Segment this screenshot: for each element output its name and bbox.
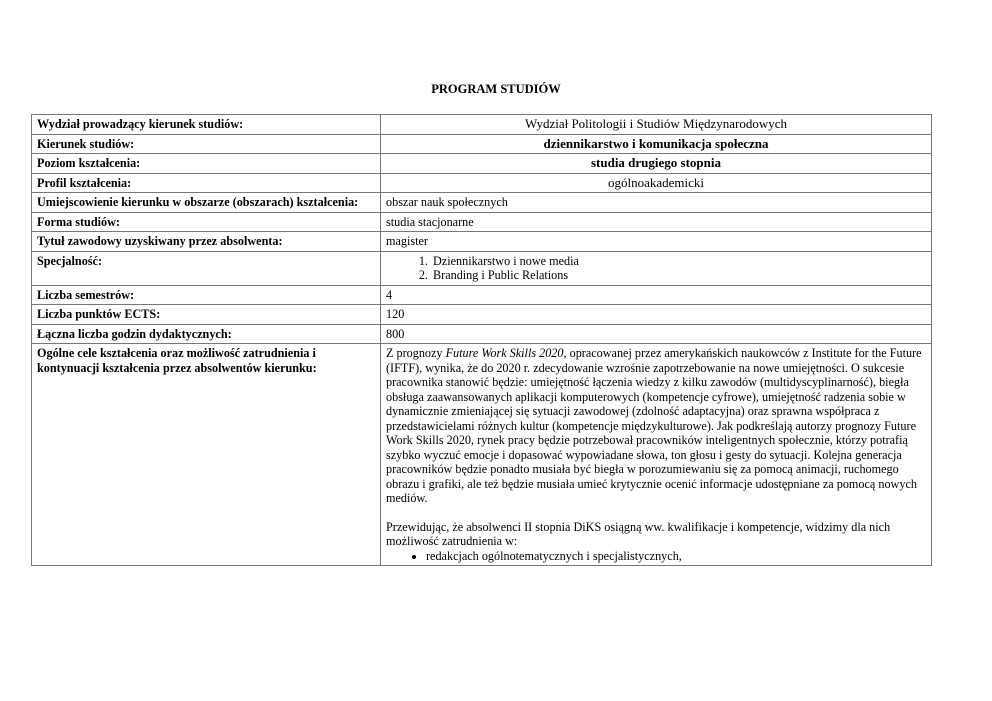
- row-label-forma: Forma studiów:: [32, 212, 381, 232]
- cele-paragraph-2: Przewidując, że absolwenci II stopnia DiKS osiągną ww. kwalifikacje i kompetencje, widzimy dla nich możliwość zatrudnienia w:: [386, 519, 891, 548]
- table-row: [32, 344, 932, 566]
- row-value-specjalnosc: [381, 251, 932, 285]
- row-label-tytul: Tytuł zawodowy uzyskiwany przez absolwenta:: [32, 232, 381, 252]
- row-value-wydzial: Wydział Politologii i Studiów Międzynarodowych: [381, 115, 932, 135]
- row-label-profil: Profil kształcenia:: [32, 173, 381, 193]
- row-label-godziny: Łączna liczba godzin dydaktycznych:: [32, 324, 381, 344]
- row-value-forma: studia stacjonarne: [381, 212, 932, 232]
- cele-paragraph-1: [386, 346, 926, 506]
- table-row: [32, 232, 932, 252]
- table-row: [32, 285, 932, 305]
- list-item: 1. Dziennikarstwo i nowe media: [431, 254, 926, 269]
- list-item: 2. Branding i Public Relations: [431, 268, 926, 283]
- row-label-wydzial: Wydział prowadzący kierunek studiów:: [32, 115, 381, 135]
- table-row: [32, 305, 932, 325]
- row-value-tytul: magister: [381, 232, 932, 252]
- row-value-semestry: 4: [381, 285, 932, 305]
- table-row: [32, 154, 932, 174]
- table-row: [32, 324, 932, 344]
- row-value-cele: [381, 344, 932, 566]
- row-value-kierunek: dziennikarstwo i komunikacja społeczna: [381, 134, 932, 154]
- cele-p1-after: , opracowanej przez amerykańskich naukowców z Institute for the Future (IFTF), wynika, że do 2020 r. zdecydowanie wzrośnie zapotrzebowanie na nowe umiejętności. O sukcesie pracownika stanowić będzie: umiejętność łączenia wiedzy z kilku zawodów (multidyscyplinarność), biegła obsługa zaawansowanych aplikacji komputerowych (kompetencje cyfrowe), umiejętność radzenia sobie w dynamicznie zmieniającej się sytuacji zawodowej (zdolność adaptacyjna) oraz sprawna współpraca z przedstawicielami różnych kultur (kompetencje międzykulturowe). Jak podkreślają autorzy prognozy Future Work Skills 2020, rynek pracy będzie potrzebował pracowników inteligentnych społecznie, którzy potrafią szybko wyczuć emocje i dopasować wypowiadane słowa, ton głosu i gesty do sytuacji. Kolejna generacja pracowników będzie ponadto musiała być biegła w porozumiewaniu się za pomocą animacji, ruchomego obrazu i grafiki, ale też będzie musiała umieć krytycznie ocenić informacje udostępniane za pomocą nowych mediów.: [386, 346, 922, 505]
- table-row: [32, 173, 932, 193]
- row-value-godziny: 800: [381, 324, 932, 344]
- list-item: • redakcjach ogólnotematycznych i specjalistycznych,: [426, 549, 926, 564]
- cele-bullet-list: [386, 549, 926, 564]
- row-label-ects: Liczba punktów ECTS:: [32, 305, 381, 325]
- program-table: [31, 114, 932, 566]
- row-value-umiejscowienie: obszar nauk społecznych: [381, 193, 932, 213]
- row-label-kierunek: Kierunek studiów:: [32, 134, 381, 154]
- page-title: PROGRAM STUDIÓW: [431, 82, 561, 96]
- row-label-poziom: Poziom kształcenia:: [32, 154, 381, 174]
- table-row: [32, 134, 932, 154]
- row-label-semestry: Liczba semestrów:: [32, 285, 381, 305]
- table-row: [32, 251, 932, 285]
- row-label-specjalnosc: Specjalność:: [32, 251, 381, 285]
- table-row: [32, 193, 932, 213]
- cele-p1-before: Z prognozy: [386, 346, 446, 360]
- table-row: [32, 212, 932, 232]
- table-row: [32, 115, 932, 135]
- row-label-umiejscowienie: Umiejscowienie kierunku w obszarze (obszarach) kształcenia:: [32, 193, 381, 213]
- row-value-poziom: studia drugiego stopnia: [381, 154, 932, 174]
- row-value-profil: ogólnoakademicki: [381, 173, 932, 193]
- row-value-ects: 120: [381, 305, 932, 325]
- row-label-cele: Ogólne cele kształcenia oraz możliwość zatrudnienia i kontynuacji kształcenia przez absolwentów kierunku:: [32, 344, 381, 566]
- cele-p1-italic: Future Work Skills 2020: [445, 346, 564, 360]
- specjalnosc-list: [386, 254, 926, 283]
